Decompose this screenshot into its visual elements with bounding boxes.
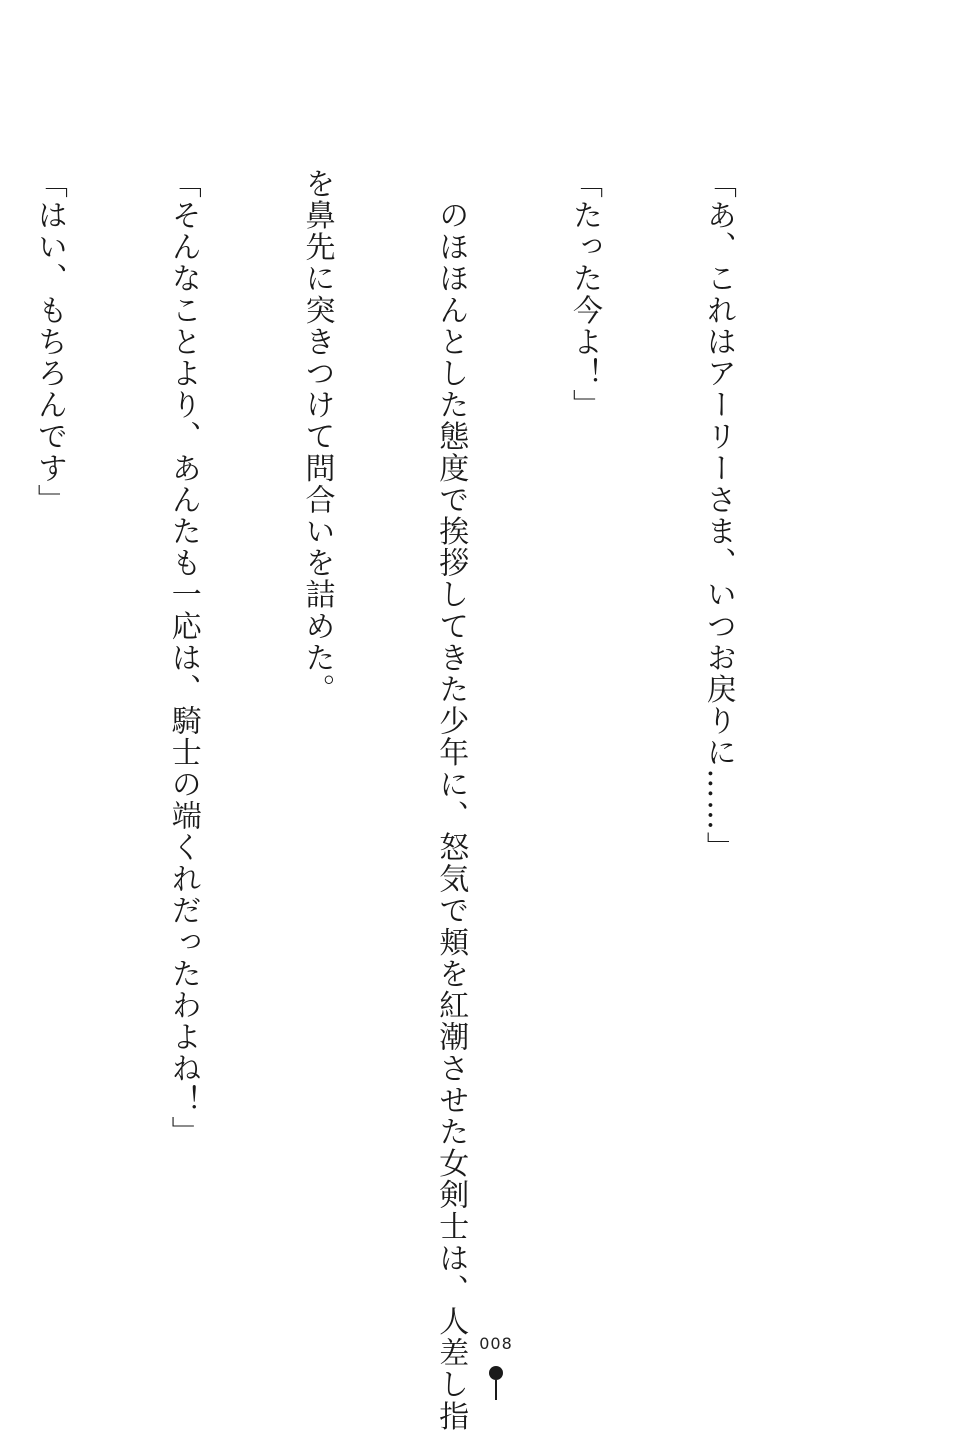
text-line: を鼻先に突きつけて問合いを詰めた。 (299, 168, 335, 706)
folio-rule (495, 1380, 497, 1400)
text-line: のほほんとした態度で挨拶してきた少年に、怒気で頬を紅潮させた女剣士は、人差し指 (433, 168, 469, 1432)
text-line: 「そんなことより、あんたも一応は、騎士の端くれだったわよね！」 (165, 168, 201, 1148)
page-number: 008 (479, 1334, 513, 1353)
folio-dot-icon (489, 1366, 503, 1380)
text-line: 「はい、もちろんです」 (31, 168, 67, 516)
text-line: 「たった今よ！」 (567, 168, 603, 421)
text-line: 「あ、これはアーリーさま、いつお戻りに……」 (700, 168, 736, 864)
